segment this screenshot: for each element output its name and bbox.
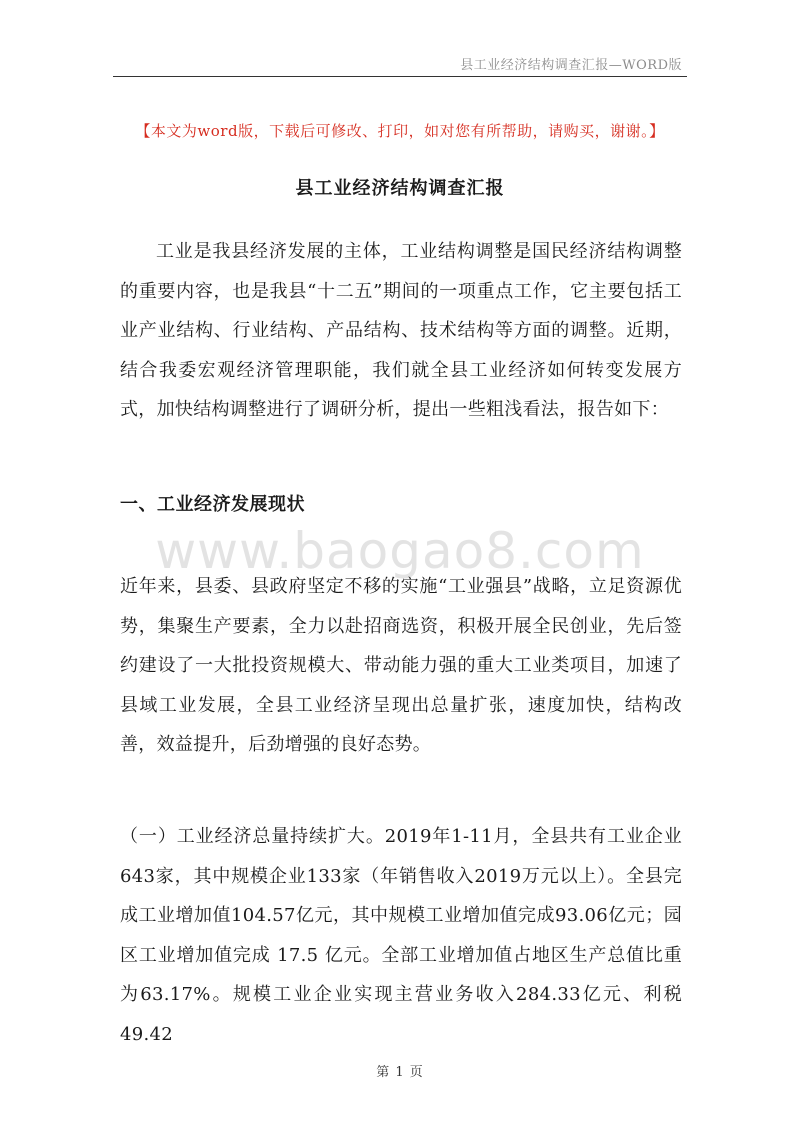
page-number: 第 1 页 [376,1065,424,1080]
intro-paragraph: 工业是我县经济发展的主体，工业结构调整是国民经济结构调整的重要内容，也是我县“十二五”期间的一项重点工作，它主要包括工业产业结构、行业结构、产品结构、技术结构等方面的调整。近期，结合我委宏观经济管理职能，我们就全县工业经济如何转变发展方式，加快结构调整进行了调研分析，提出一些粗浅看法，报告如下： [120,241,682,420]
subsection-paragraph: （一）工业经济总量持续扩大。2019年1-11月，全县共有工业企业643家，其中规模企业133家（年销售收入2019万元以上）。全县完成工业增加值104.57亿元，其中规模工业增加值完成93.06亿元；园区工业增加值完成 17.5 亿元。全部工业增加值占地区生产总值比重为63.17%。规模工业企业实现主营业务收入284.33亿元、利税49.42 [120,826,682,1045]
running-header: 县工业经济结构调查汇报—WORD版 [460,58,682,73]
download-notice: 【本文为word版，下载后可修改、打印，如对您有所帮助，请购买，谢谢。】 [135,122,665,140]
header-divider [113,76,687,77]
section-heading: 一、工业经济发展现状 [120,494,305,515]
watermark: www.baogao8.com [155,522,645,580]
section-paragraph: 近年来，县委、县政府坚定不移的实施“工业强县”战略，立足资源优势，集聚生产要素，全力以赴招商选资，积极开展全民创业，先后签约建设了一大批投资规模大、带动能力强的重大工业类项目，加速了县域工业发展，全县工业经济呈现出总量扩张，速度加快，结构改善，效益提升，后劲增强的良好态势。 [120,576,682,755]
document-title: 县工业经济结构调查汇报 [295,178,505,199]
